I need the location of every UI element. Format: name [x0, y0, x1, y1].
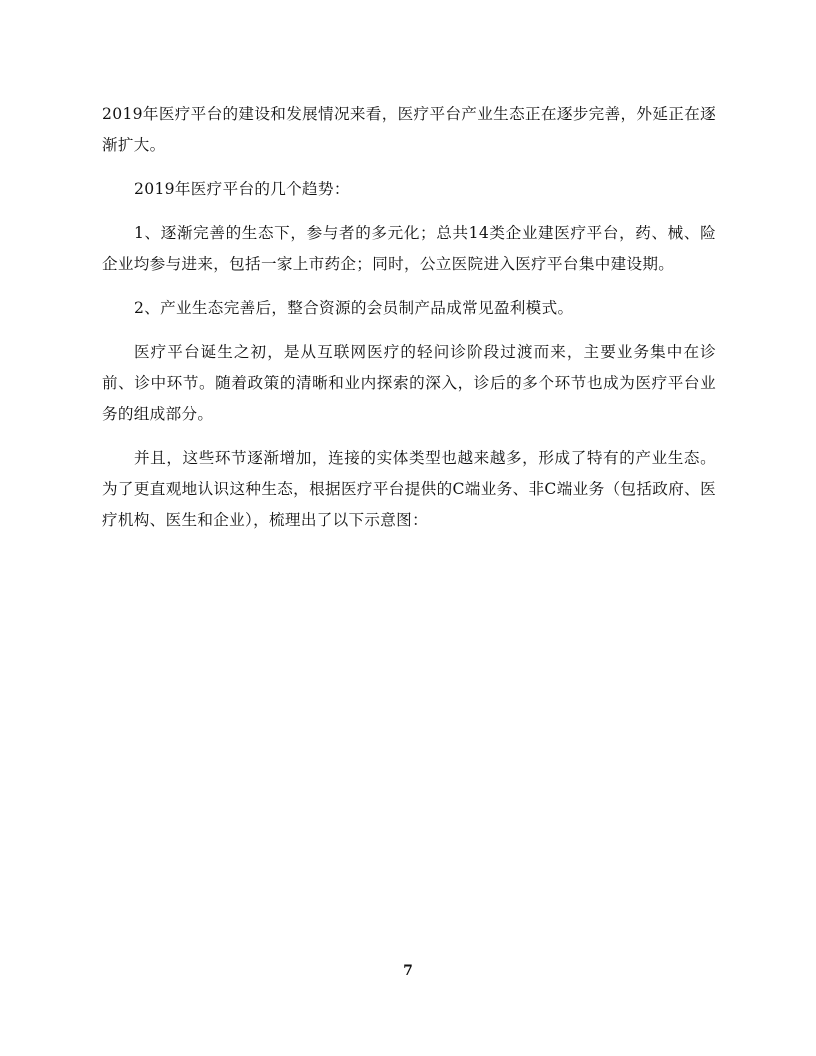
paragraph-ecosystem: 并且，这些环节逐渐增加，连接的实体类型也越来越多，形成了特有的产业生态。为了更直观地认识这种生态，根据医疗平台提供的C端业务、非C端业务（包括政府、医疗机构、医生和企业），梳理出了以下示意图：	[102, 449, 716, 529]
document-body	[102, 99, 716, 549]
paragraph-trend-1: 1、逐渐完善的生态下，参与者的多元化；总共14类企业建医疗平台，药、械、险企业均参与进来，包括一家上市药企；同时，公立医院进入医疗平台集中建设期。	[102, 224, 716, 273]
paragraph-origin: 医疗平台诞生之初，是从互联网医疗的轻问诊阶段过渡而来，主要业务集中在诊前、诊中环节。随着政策的清晰和业内探索的深入，诊后的多个环节也成为医疗平台业务的组成部分。	[102, 343, 716, 423]
paragraph-intro: 2019年医疗平台的建设和发展情况来看，医疗平台产业生态正在逐步完善，外延正在逐渐扩大。	[102, 105, 716, 154]
paragraph-trend-2: 2、产业生态完善后，整合资源的会员制产品成常见盈利模式。	[134, 299, 574, 317]
paragraph-trends-heading: 2019年医疗平台的几个趋势：	[134, 180, 350, 198]
page-number: 7	[403, 963, 413, 979]
